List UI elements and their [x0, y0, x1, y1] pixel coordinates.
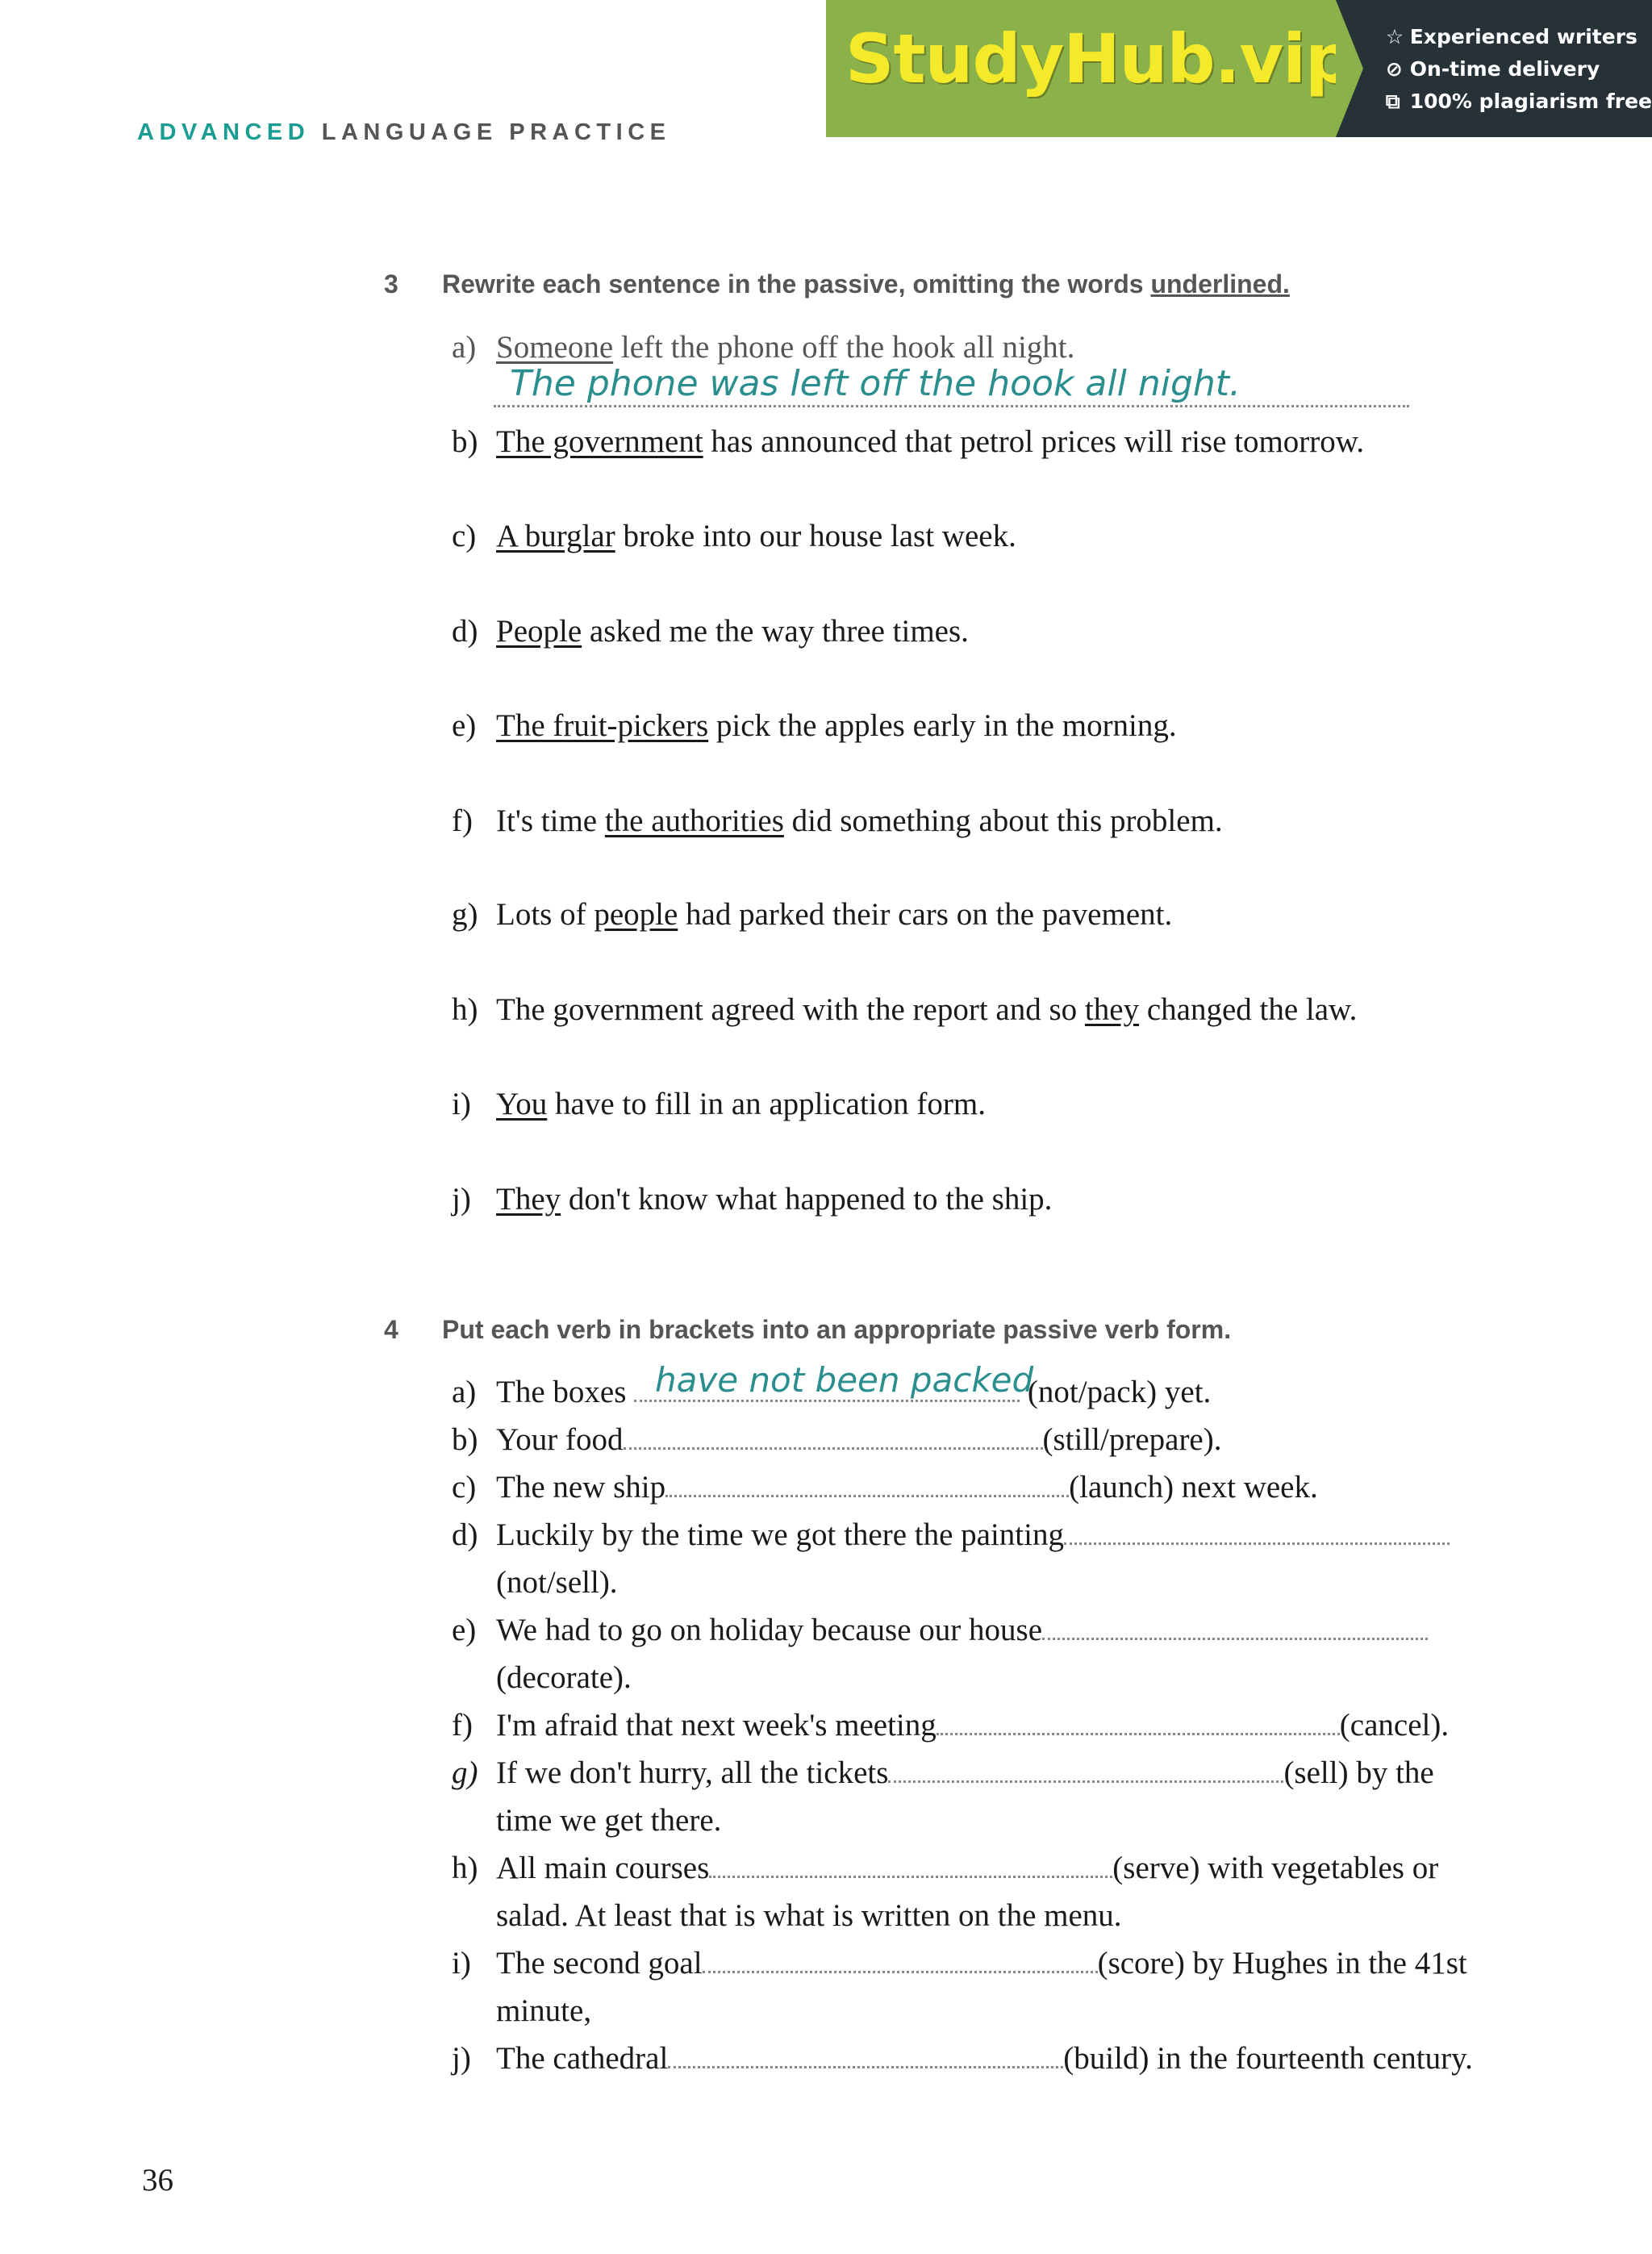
item-underlined: The fruit-pickers [496, 708, 709, 743]
item-text: (launch) next week. [1069, 1470, 1318, 1505]
answer-blank[interactable] [624, 1423, 1043, 1450]
item-underlined: The government [496, 424, 703, 459]
item-underlined: the authorities [604, 804, 784, 838]
item-label: c) [452, 519, 477, 553]
item-label: a) [452, 330, 477, 365]
exercise-instruction-underlined: underlined. [1150, 269, 1290, 298]
item-label: e) [452, 1613, 477, 1647]
header-accent: ADVANCED [137, 119, 311, 145]
item-label: g) [452, 1755, 478, 1790]
item-label: f) [452, 804, 473, 838]
ex4-item-c [452, 1469, 1318, 1505]
item-label: g) [452, 897, 478, 932]
answer-blank[interactable] [709, 1851, 1112, 1878]
ex4-item-f [452, 1707, 1449, 1743]
ex4-item-i-cont: minute, [496, 1993, 592, 2028]
item-underlined: A burglar [496, 519, 615, 553]
item-label: b) [452, 424, 478, 459]
exercise-number: 3 [384, 269, 398, 298]
item-text: It's time [496, 804, 605, 838]
item-label: h) [452, 992, 478, 1027]
page-number: 36 [142, 2163, 173, 2198]
exercise-instruction: Rewrite each sentence in the passive, omitting the words [442, 269, 1144, 298]
item-text: Luckily by the time we got there the painting [496, 1517, 1064, 1552]
exercise-instruction: Put each verb in brackets into an appropriate passive verb form. [442, 1315, 1232, 1344]
ex3-item-c [452, 518, 1016, 554]
item-underlined: People [496, 614, 582, 649]
item-label: i) [452, 1946, 471, 1981]
item-text: left the phone off the hook all night. [613, 330, 1075, 365]
item-underlined: They [496, 1182, 561, 1217]
item-underlined: they [1084, 992, 1140, 1027]
ex3-item-i [452, 1086, 986, 1122]
ex4-item-g-cont: time we get there. [496, 1803, 722, 1838]
item-label: e) [452, 708, 477, 743]
item-underlined: people [594, 897, 678, 932]
item-text: had parked their cars on the pavement. [678, 897, 1173, 932]
exercise-3-heading [384, 269, 1290, 299]
item-text: The new ship [496, 1470, 666, 1505]
item-text: has announced that petrol prices will rise tomorrow. [703, 424, 1365, 459]
item-text: All main courses [496, 1851, 710, 1885]
item-label: i) [452, 1087, 471, 1121]
exercise-number: 4 [384, 1315, 398, 1344]
answer-blank[interactable] [703, 1947, 1098, 1973]
star-icon: ☆ [1385, 25, 1404, 48]
answer-blank[interactable] [1064, 1518, 1450, 1545]
ex3-item-a [452, 329, 1074, 365]
ex4-item-i [452, 1945, 1467, 1981]
item-text: The cathedral [496, 2041, 669, 2076]
answer-blank[interactable] [665, 1471, 1069, 1497]
ex4-item-h [452, 1850, 1438, 1886]
item-label: a) [452, 1375, 477, 1409]
item-text: changed the law. [1139, 992, 1358, 1027]
ex3-item-h [452, 991, 1357, 1028]
item-label: j) [452, 1182, 471, 1217]
item-text: I'm afraid that next week's meeting [496, 1708, 937, 1743]
ex4-item-j [452, 2040, 1473, 2077]
item-text: did something about this problem. [783, 804, 1223, 838]
item-text: pick the apples early in the morning. [708, 708, 1177, 743]
exercise-4-heading [384, 1315, 1231, 1345]
item-label: d) [452, 614, 478, 649]
item-text: broke into our house last week. [615, 519, 1016, 553]
answer-blank[interactable] [668, 2042, 1063, 2068]
studyhub-banner[interactable] [826, 0, 1652, 137]
item-label: j) [452, 2041, 471, 2076]
item-text: (not/pack) yet. [1020, 1375, 1212, 1409]
ex3-item-f [452, 803, 1223, 839]
ex3-item-e [452, 708, 1177, 744]
handwritten-answer: The phone was left off the hook all night. [510, 363, 1241, 404]
ex4-item-b [452, 1421, 1221, 1458]
answer-blank[interactable] [937, 1709, 1340, 1735]
feature-item [1386, 21, 1652, 53]
banner-arrow-shape [1336, 0, 1363, 137]
item-text: (still/prepare). [1042, 1422, 1222, 1457]
handwritten-answer: have not been packed [655, 1360, 1034, 1400]
ex4-item-h-cont: salad. At least that is what is written on the menu. [496, 1898, 1122, 1933]
item-text: don't know what happened to the ship. [561, 1182, 1053, 1217]
item-text: (cancel). [1339, 1708, 1450, 1743]
ex4-item-g [452, 1755, 1434, 1791]
banner-features [1336, 0, 1652, 137]
feature-text: On-time delivery [1409, 57, 1600, 81]
item-text: The government agreed with the report and so [496, 992, 1085, 1027]
clock-icon: ⊘ [1385, 57, 1403, 81]
item-text: Your food [496, 1422, 624, 1457]
item-text: asked me the way three times. [582, 614, 969, 649]
item-text: (build) in the fourteenth century. [1063, 2041, 1473, 2076]
feature-item [1386, 86, 1652, 118]
ex3-item-b [452, 424, 1364, 460]
ex4-item-d [452, 1517, 1450, 1553]
item-label: f) [452, 1708, 473, 1743]
feature-text: Experienced writers [1409, 25, 1637, 48]
item-underlined: Someone [496, 330, 614, 365]
ex3-item-g [452, 896, 1172, 933]
banner-logo-panel [826, 0, 1354, 137]
item-underlined: You [496, 1087, 548, 1121]
item-label: h) [452, 1851, 478, 1885]
item-label: c) [452, 1470, 477, 1505]
item-text: We had to go on holiday because our house [496, 1613, 1043, 1647]
ex3-item-j [452, 1181, 1052, 1217]
item-text: The boxes [496, 1375, 635, 1409]
item-text: (serve) with vegetables or [1112, 1851, 1439, 1885]
answer-blank[interactable] [888, 1756, 1283, 1783]
ex4-item-d-cont: (not/sell). [496, 1565, 618, 1600]
item-text: (score) by Hughes in the 41st [1097, 1946, 1467, 1981]
item-label: b) [452, 1422, 478, 1457]
copy-icon: ⧉ [1385, 90, 1400, 113]
item-text: have to fill in an application form. [547, 1087, 986, 1121]
header-rest: LANGUAGE PRACTICE [321, 119, 671, 145]
item-text: Lots of [496, 897, 594, 932]
item-text: (sell) by the [1283, 1755, 1434, 1790]
ex4-item-e-cont: (decorate). [496, 1660, 632, 1695]
ex4-item-e [452, 1612, 1428, 1648]
running-header [137, 119, 671, 146]
ex3-item-d [452, 613, 969, 649]
feature-item [1386, 53, 1652, 86]
answer-blank[interactable] [1042, 1613, 1428, 1640]
feature-text: 100% plagiarism free [1409, 90, 1652, 113]
item-text: If we don't hurry, all the tickets [496, 1755, 889, 1790]
item-text: The second goal [496, 1946, 703, 1981]
item-label: d) [452, 1517, 478, 1552]
studyhub-logo: StudyHub.vip [845, 19, 1354, 98]
